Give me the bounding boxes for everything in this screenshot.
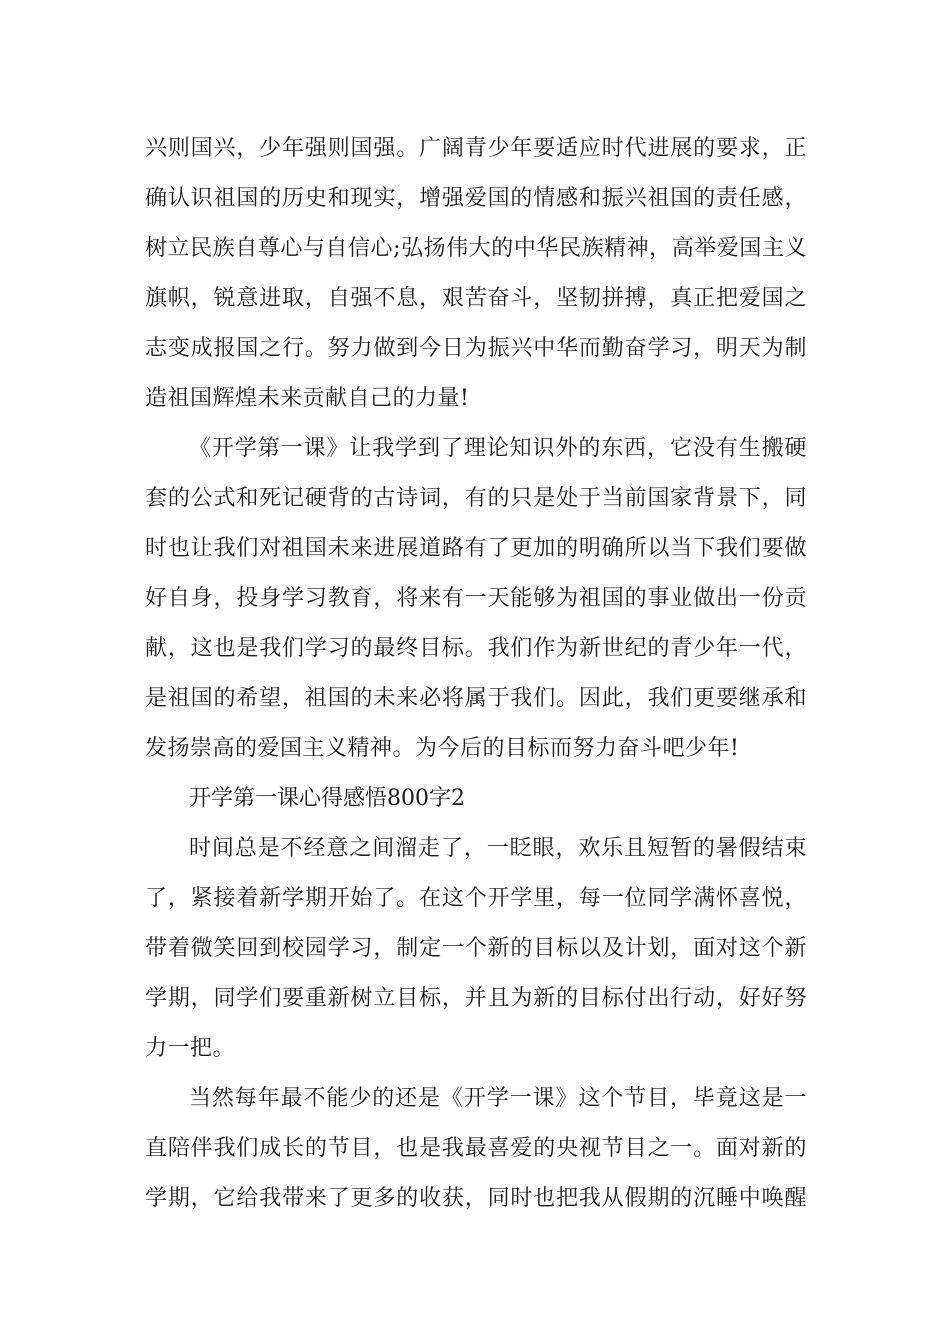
paragraph-1-line-2: 确认识祖国的历史和现实，增强爱国的情感和振兴祖国的责任感， (145, 186, 807, 211)
paragraph-2-line-3: 时也让我们对祖国未来进展道路有了更加的明确所以当下我们要做 (145, 536, 807, 561)
paragraph-1-line-1: 兴则国兴，少年强则国强。广阔青少年要适应时代进展的要求，正 (145, 136, 807, 161)
paragraph-1-line-4: 旗帜，锐意进取，自强不息，艰苦奋斗，坚韧拼搏，真正把爱国之 (145, 286, 807, 311)
paragraph-2-line-5: 献，这也是我们学习的最终目标。我们作为新世纪的青少年一代， (145, 636, 807, 661)
paragraph-3-line-1: 时间总是不经意之间溜走了，一眨眼，欢乐且短暂的暑假结束 (189, 836, 807, 861)
paragraph-2-line-2: 套的公式和死记硬背的古诗词，有的只是处于当前国家背景下，同 (145, 486, 807, 511)
paragraph-2-line-7: 发扬崇高的爱国主义精神。为今后的目标而努力奋斗吧少年! (145, 736, 740, 761)
paragraph-4-line-3: 学期，它给我带来了更多的收获，同时也把我从假期的沉睡中唤醒 (145, 1186, 807, 1211)
paragraph-2-line-6: 是祖国的希望，祖国的未来必将属于我们。因此，我们更要继承和 (145, 686, 807, 711)
paragraph-3-line-2: 了，紧接着新学期开始了。在这个开学里，每一位同学满怀喜悦， (145, 886, 807, 911)
paragraph-3-line-5: 力一把。 (145, 1036, 236, 1061)
paragraph-2-line-4: 好自身，投身学习教育，将来有一天能够为祖国的事业做出一份贡 (145, 586, 807, 611)
paragraph-4-line-2: 直陪伴我们成长的节目，也是我最喜爱的央视节目之一。面对新的 (145, 1136, 807, 1161)
paragraph-4-line-1: 当然每年最不能少的还是《开学一课》这个节目，毕竟这是一 (189, 1086, 807, 1111)
paragraph-1-line-6: 造祖国辉煌未来贡献自己的力量! (145, 386, 470, 411)
paragraph-3-line-4: 学期，同学们要重新树立目标，并且为新的目标付出行动，好好努 (145, 986, 807, 1011)
section-heading: 开学第一课心得感悟800字2 (189, 786, 465, 811)
paragraph-1-line-3: 树立民族自尊心与自信心;弘扬伟大的中华民族精神，高举爱国主义 (145, 236, 807, 261)
paragraph-2-line-1: 《开学第一课》让我学到了理论知识外的东西，它没有生搬硬 (189, 436, 807, 461)
paragraph-1-line-5: 志变成报国之行。努力做到今日为振兴中华而勤奋学习，明天为制 (145, 336, 807, 361)
paragraph-3-line-3: 带着微笑回到校园学习，制定一个新的目标以及计划，面对这个新 (145, 936, 807, 961)
